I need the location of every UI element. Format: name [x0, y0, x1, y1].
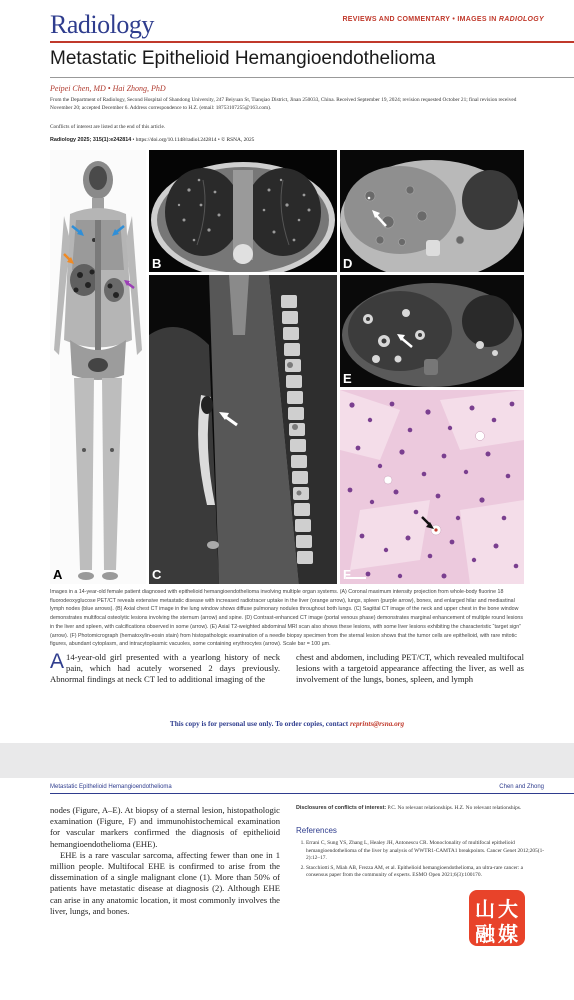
figure-panel-e — [340, 275, 524, 387]
page2-column-1 — [50, 805, 280, 917]
article-page-2 — [0, 778, 574, 1000]
figure-panel-b — [149, 150, 337, 272]
disclosures-text: P.C. No relevant relationships. H.Z. No relevant relationships. — [386, 805, 522, 811]
conflicts-note: Conflicts of interest are listed at the end of this article. — [50, 124, 166, 130]
panel-label-a: A — [53, 567, 63, 582]
histology-image — [340, 390, 524, 584]
chest-ct-image — [149, 150, 337, 272]
sagittal-ct-image — [149, 275, 337, 584]
media-watermark-logo — [469, 890, 525, 946]
reference-item: 2. Stacchiotti S, Miah AB, Frezza AM, et al. Epithelioid hemangioendothelioma, an ultra-rare cancer: a consensus paper from the community of experts. ESMO Open 2021;6(3):100170. — [306, 865, 546, 880]
mri-image — [340, 275, 524, 387]
body-column-1 — [50, 652, 280, 686]
panel-label-b: B — [152, 256, 162, 271]
figure-panel-d — [340, 150, 524, 272]
reference-list — [296, 840, 546, 882]
header-rule — [50, 41, 574, 43]
section-label: REVIEWS AND COMMENTARY • IMAGES IN — [342, 16, 497, 23]
citation-journal: Radiology 2025; 315(1):e242814 — [50, 137, 132, 143]
watermark-char: 山 — [475, 897, 495, 921]
pet-mip-image — [50, 150, 146, 584]
journal-header — [0, 0, 574, 41]
author-list: Peipei Chen, MD • Hai Zhong, PhD — [50, 84, 166, 93]
affiliation-text: From the Department of Radiology, Second Hospital of Shandong University, 247 Beiyuan St, Tianqiao District, Jinan 250033, China. Received September 19, 2024; revision requested October 21; final revision received November 20; accepted December 6. Address correspondence to H.Z. (email: 18753107255@163.com). — [50, 97, 517, 111]
section-journal: RADIOLOGY — [498, 16, 544, 23]
watermark-char: 融 — [475, 922, 495, 946]
figure-caption: Images in a 14-year-old female patient diagnosed with epithelioid hemangioendothelioma involving multiple organ systems. (A) Coronal maximum intensity projection from whole-body fluorine 18 fluorodeoxyglucose PET/CT reveals extensive metastatic disease with increased radiotracer uptake in the liver (orange arrow), lungs, spleen (purple arrow), bones, and enlarged hilar and mediastinal lymph nodes (blue arrows). (B) Axial chest CT image in the lung window shows diffuse pulmonary nodules throughout both lungs. (C) Sagittal CT image of the neck and upper chest in the bone window demonstrates multifocal osteolytic lesions involving the sternum (arrow) and spine. (D) Contrast-enhanced CT image (portal venous phase) demonstrates marginal enhancement of multiple round lesions in the liver and spleen, with calcifications observed in some (arrow). (E) Axial T2-weighted abdominal MRI scan also shows these lesions, with some liver lesions exhibiting the characteristic “target sign” (arrow). (F) Photomicrograph (hematoxylin-eosin stain) from histopathologic examination of a needle biopsy specimen from the sternal lesion shows that the tumor cells are epithelioid, with rare mitotic figures, abundant cytoplasm, and intracytoplasmic vacuoles, some containing erythrocytes (arrow). Scale bar = 100 µm. — [50, 589, 524, 648]
title-rule — [50, 77, 574, 78]
panel-label-c: C — [152, 567, 162, 582]
page-gap — [0, 743, 574, 778]
panel-label-d: D — [343, 256, 353, 271]
drop-cap: A — [50, 650, 65, 673]
references-heading: References — [296, 826, 337, 835]
disclosures — [296, 804, 534, 812]
citation-doi: • https://doi.org/10.1148/radiol.242814 • © RSNA, 2025 — [131, 137, 255, 143]
abdomen-ct-image — [340, 150, 524, 272]
figure-panel-c — [149, 275, 337, 584]
section-tag — [342, 16, 544, 23]
body-text-col1: 14-year-old girl presented with a yearlong history of neck pain, which had acutely worsened 2 days previously. Abnormal findings at neck CT led to additional imaging of the — [50, 652, 280, 685]
running-title: Metastatic Epithelioid Hemangioendothelioma — [50, 784, 172, 790]
personal-use-notice — [0, 720, 574, 728]
body-paragraph-2: EHE is a rare vascular sarcoma, affecting fewer than one in 1 million people. Multifocal EHE is confirmed to arise from the dissemination of a single malignant clone (1). More than 50% of patients have metastatic disease at diagnosis (2). Although EHE can arise in any anatomic location, it most commonly involves the liver, lungs, and bones. — [50, 849, 280, 916]
personal-use-text: This copy is for personal use only. To order copies, contact — [169, 720, 350, 728]
figure-panel-f — [340, 390, 524, 584]
article-title: Metastatic Epithelioid Hemangioendothelioma — [50, 48, 436, 69]
body-paragraph-1: nodes (Figure, A–E). At biopsy of a sternal lesion, histopathologic examination (Figure, F) and immunohistochemical examination for vascular markers confirmed the diagnosis of epithelioid hemangioendothelioma (EHE). — [50, 805, 280, 849]
disclosures-label: Disclosures of conflicts of interest: — [296, 805, 387, 811]
journal-logo: Radiology — [50, 10, 154, 39]
citation-line — [50, 137, 254, 143]
reprints-email[interactable]: reprints@rsna.org — [349, 720, 405, 728]
watermark-char: 媒 — [498, 922, 518, 946]
body-column-2: chest and abdomen, including PET/CT, which revealed multifocal lesions with a targetoid appearance affecting the liver, as well as involvement of the lungs, bones, spleen, and lymph — [296, 652, 524, 685]
page2-header-rule — [50, 793, 574, 794]
watermark-char: 大 — [498, 897, 518, 921]
reference-item: 1. Errani C, Sung YS, Zhang L, Healey JH, Antonescu CR. Monoclonality of multifocal epithelioid hemangioendothelioma of the liver by analysis of WWTR1-CAMTA1 breakpoints. Cancer Genet 2012;205(1-2):12–17. — [306, 840, 546, 863]
panel-label-e: E — [343, 371, 352, 386]
panel-label-f: F — [343, 567, 351, 582]
running-authors: Chen and Zhong — [499, 784, 544, 790]
figure-panel-a — [50, 150, 146, 584]
